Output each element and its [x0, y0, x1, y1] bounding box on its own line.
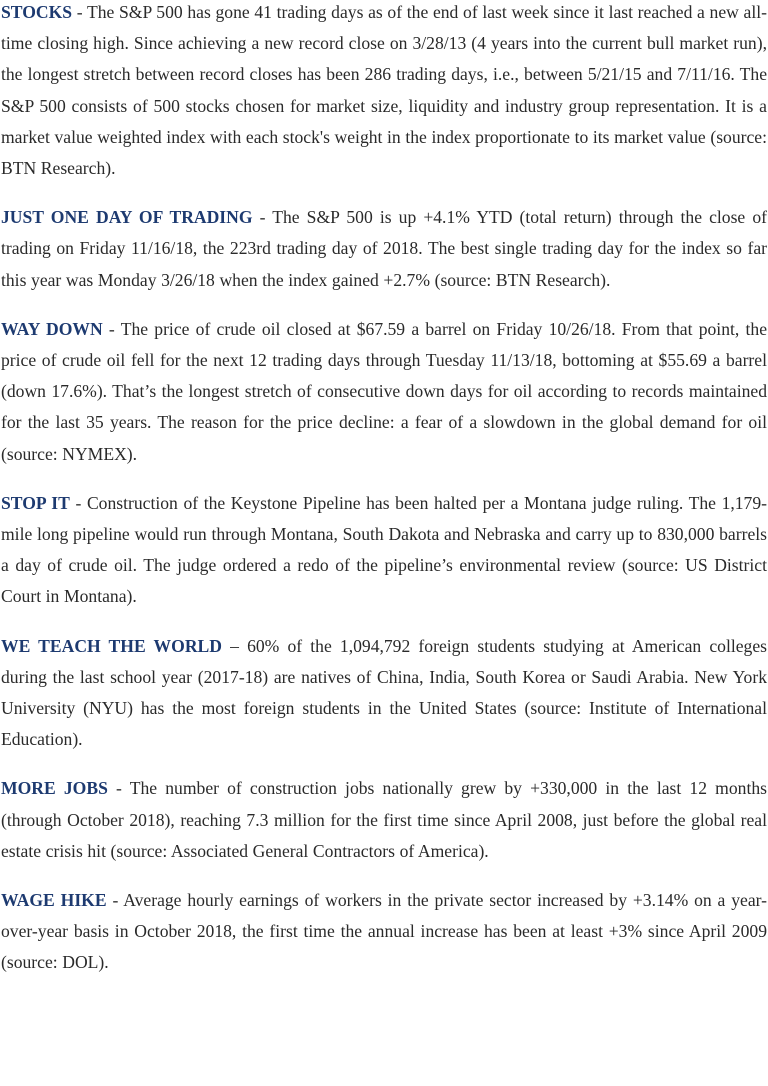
- paragraph-heading: STOP IT: [1, 492, 70, 513]
- paragraph-body: The number of construction jobs nationally grew by +330,000 in the last 12 months (through October 2018), reaching 7.3 million for the first time since April 2008, just before the global real estate crisis hit (source: Associated General Contractors of America).: [1, 778, 767, 861]
- heading-separator: -: [102, 318, 121, 339]
- heading-separator: -: [106, 890, 124, 911]
- paragraph-body: Average hourly earnings of workers in the private sector increased by +3.14% on a year-over-year basis in October 2018, the first time the annual increase has been at least +3% since April 2009 (source: DOL).: [1, 890, 767, 973]
- paragraph-more-jobs: [1, 773, 767, 867]
- paragraph-heading: WE TEACH THE WORLD: [1, 635, 222, 656]
- paragraph-heading: WAGE HIKE: [1, 890, 107, 911]
- paragraph-body: The S&P 500 has gone 41 trading days as of the end of last week since it last reached a new all-time closing high. Since achieving a new record close on 3/28/13 (4 years into the current bull market run), the longest stretch between record closes has been 286 trading days, i.e., between 5/21/15 and 7/11/16. The S&P 500 consists of 500 stocks chosen for market size, liquidity and industry group representation. It is a market value weighted index with each stock's weight in the index proportionate to its market value (source: BTN Research).: [1, 2, 767, 179]
- paragraph-stocks: [1, 0, 767, 184]
- paragraph-heading: MORE JOBS: [1, 778, 108, 799]
- paragraph-body: The S&P 500 is up +4.1% YTD (total return) through the close of trading on Friday 11/16/18, the 223rd trading day of 2018. The best single trading day for the index so far this year was Monday 3/26/18 when the index gained +2.7% (source: BTN Research).: [1, 207, 767, 290]
- heading-separator: -: [69, 492, 87, 513]
- paragraph-way-down: [1, 314, 767, 470]
- paragraph-body: Construction of the Keystone Pipeline has been halted per a Montana judge ruling. The 1,179-mile long pipeline would run through Montana, South Dakota and Nebraska and carry up to 830,000 barrels a day of crude oil. The judge ordered a redo of the pipeline’s environmental review (source: US District Court in Montana).: [1, 492, 768, 607]
- paragraph-heading: JUST ONE DAY OF TRADING: [1, 207, 253, 228]
- paragraph-just-one-day-of-trading: [1, 202, 767, 296]
- paragraph-heading: WAY DOWN: [1, 318, 103, 339]
- heading-separator: –: [221, 635, 248, 656]
- paragraph-we-teach-the-world: [1, 631, 767, 756]
- heading-separator: -: [107, 778, 130, 799]
- paragraph-heading: STOCKS: [1, 2, 73, 22]
- paragraph-body: The price of crude oil closed at $67.59 a barrel on Friday 10/26/18. From that point, the price of crude oil fell for the next 12 trading days through Tuesday 11/13/18, bottoming at $55.69 a barrel (down 17.6%). That’s the longest stretch of consecutive down days for oil according to records maintained for the last 35 years. The reason for the price decline: a fear of a slowdown in the global demand for oil (source: NYMEX).: [1, 318, 767, 464]
- paragraph-wage-hike: [1, 885, 767, 979]
- heading-separator: -: [72, 2, 87, 22]
- paragraph-body: 60% of the 1,094,792 foreign students studying at American colleges during the last school year (2017-18) are natives of China, India, South Korea or Saudi Arabia. New York University (NYU) has the most foreign students in the United States (source: Institute of International Education).: [1, 635, 767, 750]
- paragraph-stop-it: [1, 488, 767, 613]
- heading-separator: -: [252, 207, 273, 228]
